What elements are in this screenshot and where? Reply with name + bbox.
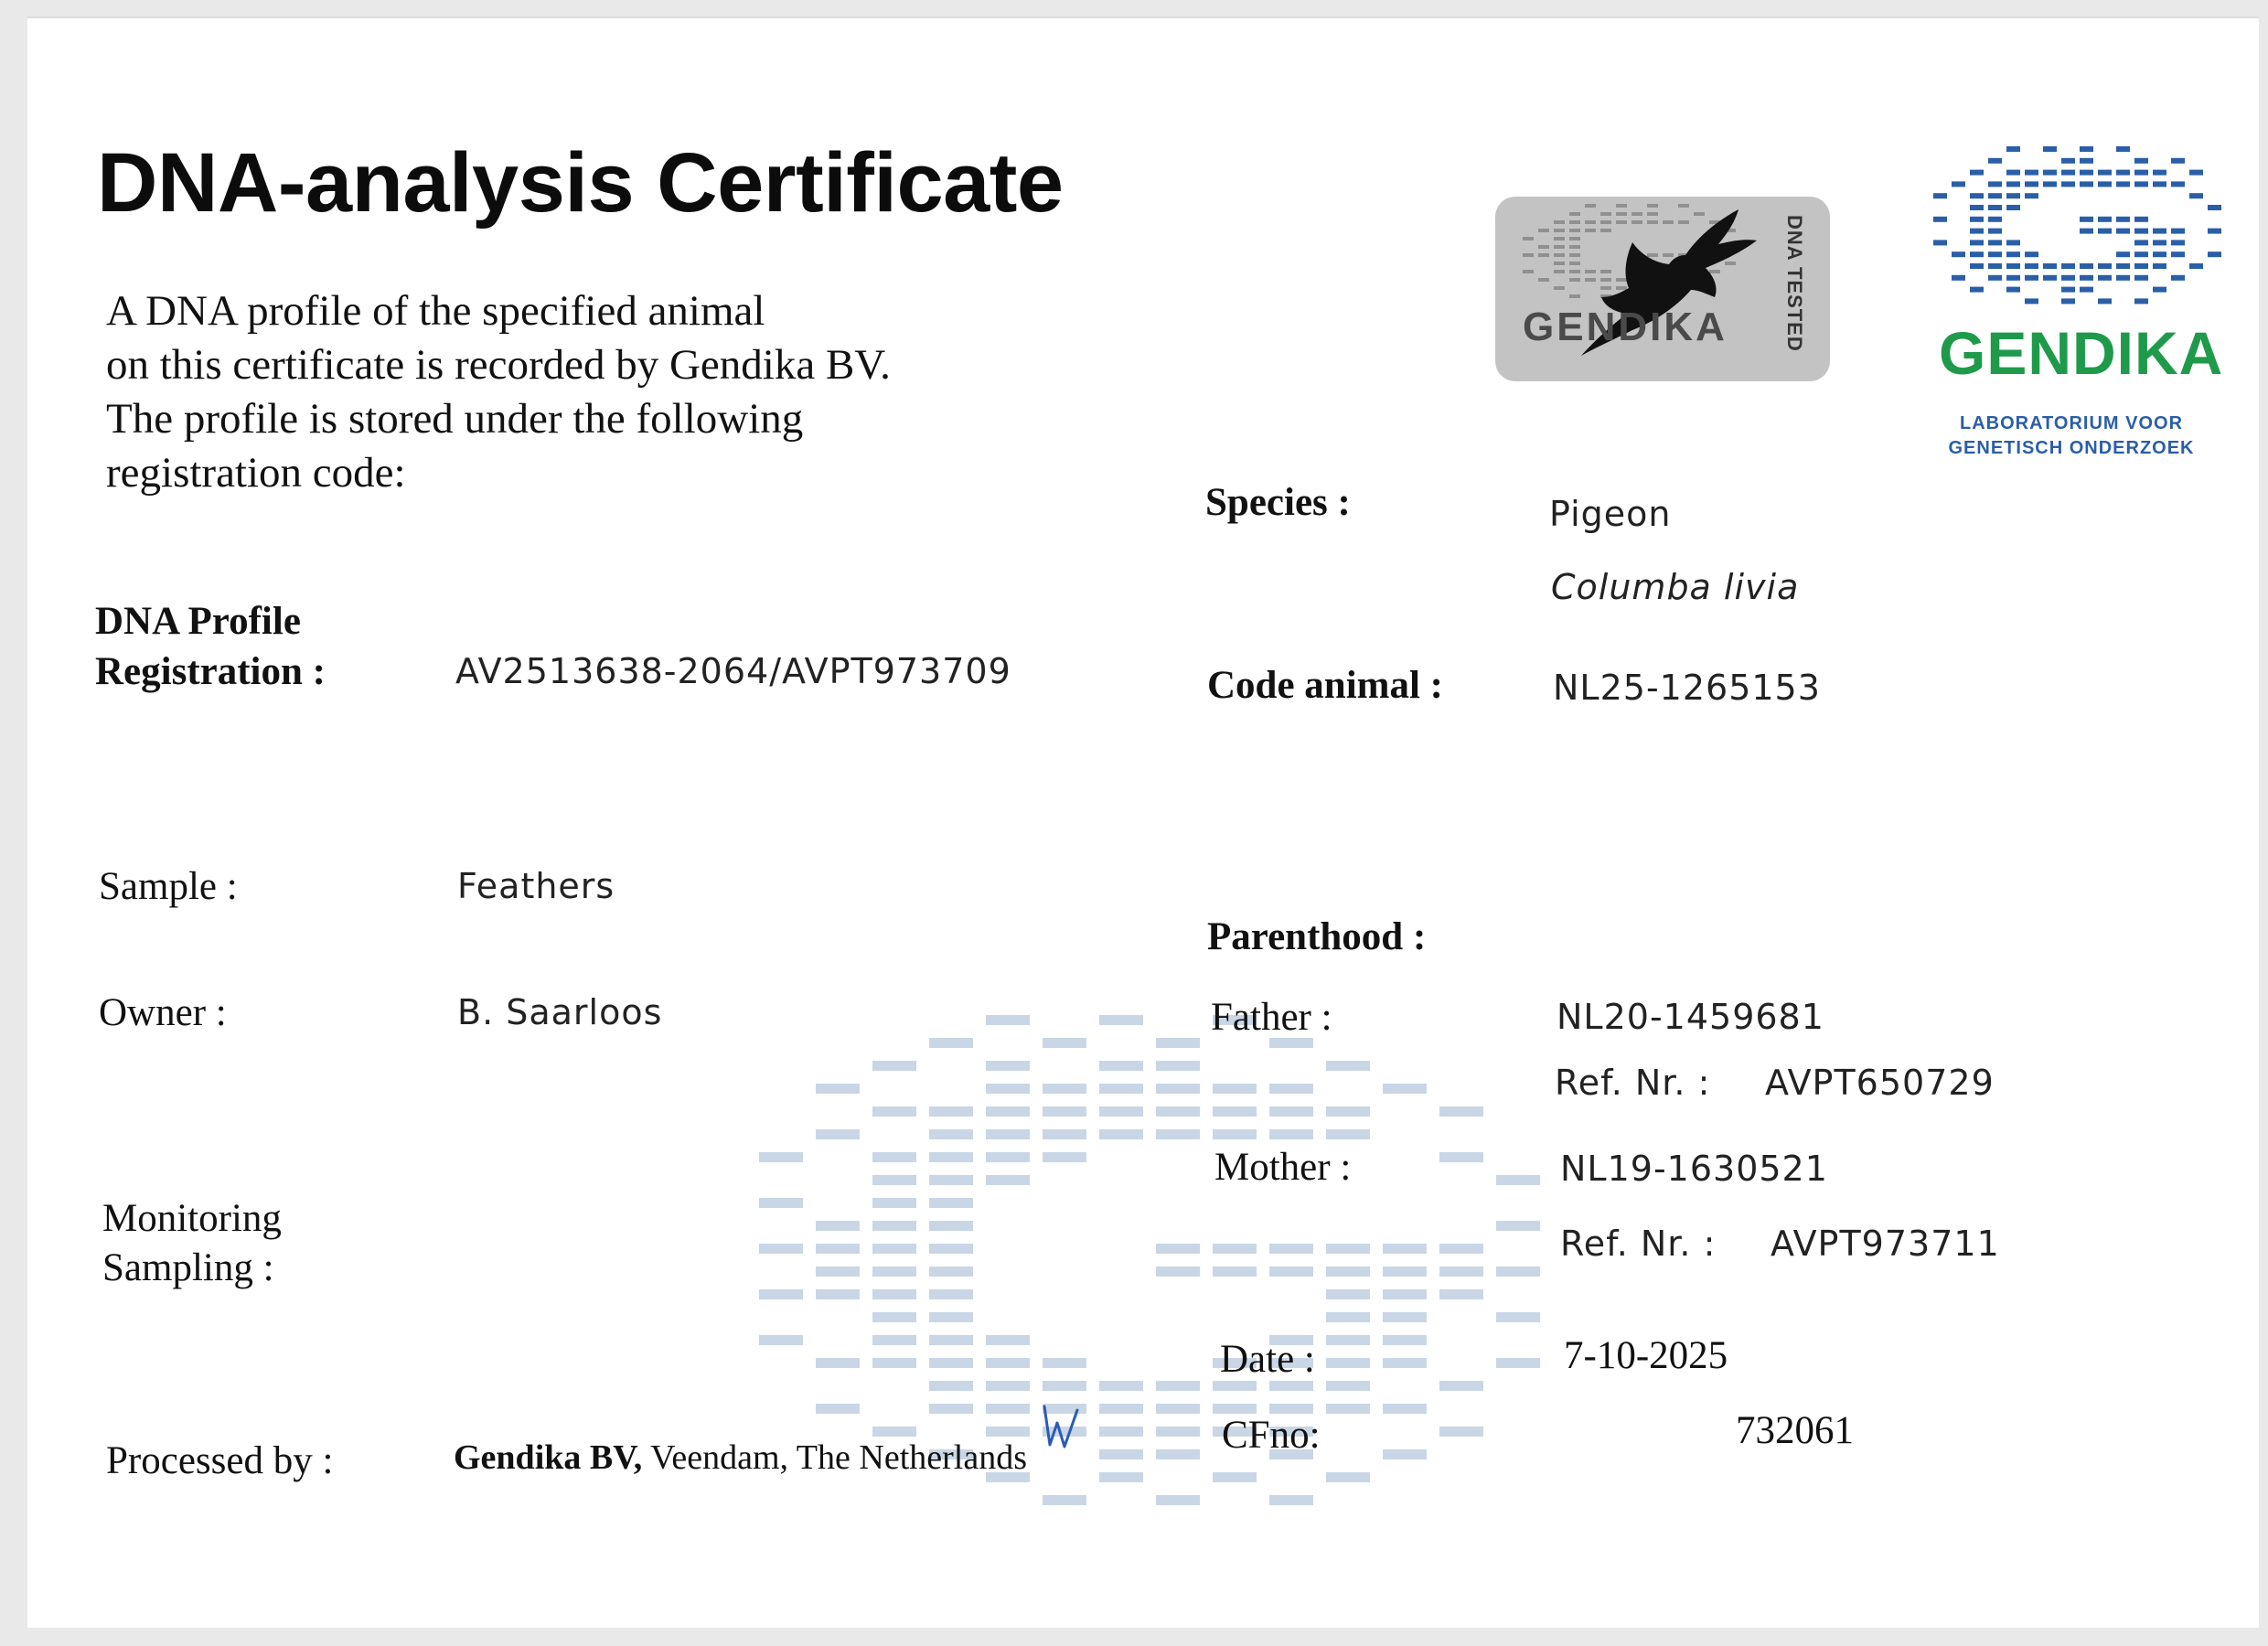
dash-mark (1383, 1404, 1427, 1414)
dash-mark (872, 1152, 916, 1162)
dash-mark (1554, 237, 1565, 240)
dash-mark (2080, 229, 2093, 234)
dash-mark (2043, 170, 2057, 176)
dash-mark (2171, 181, 2185, 187)
dash-mark (1213, 1244, 1257, 1254)
dash-mark (1326, 1061, 1370, 1071)
dash-mark (1156, 1267, 1200, 1277)
logo-subtitle-line1: LABORATORIUM VOOR (1959, 413, 2184, 433)
dash-mark (1496, 1312, 1540, 1322)
dash-mark (759, 1335, 803, 1345)
dash-mark (1099, 1015, 1143, 1025)
dash-mark (2116, 181, 2130, 187)
dash-mark (1156, 1084, 1200, 1094)
dash-mark (2043, 181, 2057, 187)
dash-mark (2134, 251, 2148, 257)
date-label: Date : (1220, 1338, 1315, 1381)
dash-mark (2080, 287, 2093, 293)
dash-mark (2080, 158, 2093, 164)
dash-mark (872, 1335, 916, 1345)
dash-mark (986, 1335, 1030, 1345)
dna-tested-stamp (1495, 197, 1830, 381)
registration-label-line1: DNA Profile (95, 600, 301, 643)
dash-mark (986, 1427, 1030, 1437)
dash-mark (1383, 1312, 1427, 1322)
dash-mark (1043, 1106, 1086, 1117)
dash-mark (2043, 263, 2057, 269)
dash-mark (986, 1358, 1030, 1368)
sample-value: Feathers (457, 866, 615, 906)
processed-by-location: Veendam, The Netherlands (650, 1438, 1027, 1477)
dash-mark (2134, 263, 2148, 269)
dash-mark (1933, 240, 1947, 245)
owner-label: Owner : (99, 991, 227, 1034)
mother-ref-label: Ref. Nr. : (1560, 1224, 1717, 1264)
dash-mark (929, 1106, 973, 1117)
dash-mark (986, 1015, 1030, 1025)
stamp-side-text: DNA TESTED (1783, 215, 1806, 352)
dash-mark (2134, 240, 2148, 245)
dash-mark (872, 1106, 916, 1117)
dash-mark (986, 1404, 1030, 1414)
dash-mark (929, 1381, 973, 1391)
dash-mark (1269, 1106, 1313, 1117)
dash-mark (1326, 1312, 1370, 1322)
dash-mark (2061, 181, 2075, 187)
dash-mark (1988, 193, 2002, 198)
dash-mark (1156, 1381, 1200, 1391)
dash-mark (2043, 146, 2057, 152)
dash-mark (2080, 275, 2093, 281)
dash-mark (1439, 1289, 1483, 1299)
dash-mark (2025, 181, 2038, 187)
logo-subtitle-line2: GENETISCH ONDERZOEK (1948, 438, 2195, 458)
dash-mark (929, 1244, 973, 1254)
dash-mark (1496, 1221, 1540, 1231)
dash-mark (2171, 229, 2185, 234)
dash-mark (2080, 146, 2093, 152)
dash-mark (759, 1152, 803, 1162)
dash-mark (929, 1129, 973, 1139)
dash-mark (2098, 181, 2112, 187)
dash-mark (929, 1335, 973, 1345)
dash-mark (2116, 217, 2130, 222)
dash-mark (2189, 193, 2203, 198)
processed-by-value (454, 1438, 1027, 1478)
father-label: Father : (1211, 996, 1332, 1039)
dash-mark (872, 1427, 916, 1437)
intro-line: The profile is stored under the following (106, 395, 804, 443)
dash-mark (929, 1289, 973, 1299)
dash-mark (1988, 229, 2002, 234)
dash-mark (1156, 1129, 1200, 1139)
dash-mark (1326, 1106, 1370, 1117)
dash-mark (1326, 1381, 1370, 1391)
dash-mark (2061, 275, 2075, 281)
dash-mark (1439, 1427, 1483, 1437)
dash-mark (2098, 298, 2112, 304)
dash-mark (1988, 263, 2002, 269)
dash-mark (1213, 1084, 1257, 1094)
dash-mark (1439, 1244, 1483, 1254)
dash-mark (816, 1221, 860, 1231)
dash-mark (2061, 170, 2075, 176)
mother-code: NL19-1630521 (1560, 1149, 1828, 1189)
owner-value: B. Saarloos (457, 992, 663, 1032)
dash-mark (1099, 1106, 1143, 1117)
dash-mark (1326, 1472, 1370, 1482)
dash-mark (2025, 170, 2038, 176)
dash-mark (929, 1198, 973, 1208)
mother-label: Mother : (1214, 1146, 1352, 1189)
dash-mark (2134, 170, 2148, 176)
dash-mark (2025, 251, 2038, 257)
dash-mark (1156, 1449, 1200, 1459)
dash-mark (1326, 1358, 1370, 1368)
dash-mark (929, 1038, 973, 1048)
dash-mark (929, 1175, 973, 1185)
dash-mark (1439, 1381, 1483, 1391)
dash-mark (1156, 1495, 1200, 1505)
registration-value: AV2513638-2064/AVPT973709 (455, 651, 1011, 691)
dash-mark (759, 1244, 803, 1254)
dash-mark (2006, 170, 2020, 176)
dash-mark (986, 1381, 1030, 1391)
dash-mark (1213, 1267, 1257, 1277)
dash-mark (1554, 253, 1565, 257)
dash-mark (2171, 275, 2185, 281)
dash-mark (1156, 1427, 1200, 1437)
dash-mark (2153, 251, 2166, 257)
dash-mark (1099, 1084, 1143, 1094)
dash-mark (1970, 205, 1984, 210)
dash-mark (1523, 253, 1534, 257)
dash-mark (2061, 287, 2075, 293)
dash-mark (1043, 1495, 1086, 1505)
dash-mark (1970, 263, 1984, 269)
dash-mark (872, 1244, 916, 1254)
dash-mark (1970, 193, 1984, 198)
dash-mark (2189, 170, 2203, 176)
gendika-g-logo-icon (1933, 146, 2226, 311)
dash-mark (2025, 298, 2038, 304)
dash-mark (2208, 251, 2221, 257)
dash-mark (872, 1312, 916, 1322)
dash-mark (816, 1244, 860, 1254)
dash-mark (816, 1129, 860, 1139)
dash-mark (1043, 1038, 1086, 1048)
dash-mark (816, 1358, 860, 1368)
dash-mark (1554, 229, 1565, 232)
dash-mark (2153, 263, 2166, 269)
dash-mark (1988, 240, 2002, 245)
dash-mark (1099, 1381, 1143, 1391)
dash-mark (1439, 1152, 1483, 1162)
intro-line: on this certificate is recorded by Gendika BV. (106, 341, 891, 389)
species-common-name: Pigeon (1549, 494, 1672, 534)
parenthood-label: Parenthood : (1207, 915, 1427, 958)
dash-mark (1099, 1427, 1143, 1437)
dash-mark (1383, 1358, 1427, 1368)
dash-mark (2116, 251, 2130, 257)
species-label: Species : (1205, 481, 1351, 524)
dash-mark (1383, 1267, 1427, 1277)
dash-mark (2080, 263, 2093, 269)
dash-mark (2061, 158, 2075, 164)
dash-mark (872, 1198, 916, 1208)
dash-mark (2116, 229, 2130, 234)
dash-mark (1523, 237, 1534, 240)
dash-mark (1952, 181, 1965, 187)
dash-mark (2189, 263, 2203, 269)
dash-mark (2171, 158, 2185, 164)
dash-mark (1523, 270, 1534, 273)
dash-mark (2134, 298, 2148, 304)
dash-mark (1269, 1084, 1313, 1094)
dash-mark (2116, 170, 2130, 176)
dash-mark (986, 1106, 1030, 1117)
monitoring-label-line2: Sampling : (102, 1246, 274, 1289)
dash-mark (1554, 245, 1565, 249)
dash-mark (1269, 1495, 1313, 1505)
dash-mark (872, 1061, 916, 1071)
processed-by-company: Gendika BV, (454, 1438, 643, 1477)
dash-mark (2061, 298, 2075, 304)
dash-mark (1326, 1129, 1370, 1139)
dash-mark (986, 1129, 1030, 1139)
dash-mark (1156, 1404, 1200, 1414)
dash-mark (872, 1289, 916, 1299)
dash-mark (1326, 1404, 1370, 1414)
dash-mark (2080, 170, 2093, 176)
dash-mark (1496, 1358, 1540, 1368)
monitoring-label-line1: Monitoring (102, 1197, 282, 1240)
dash-mark (2006, 181, 2020, 187)
dash-mark (2134, 217, 2148, 222)
dash-mark (2116, 146, 2130, 152)
dash-mark (1156, 1244, 1200, 1254)
dash-mark (1439, 1267, 1483, 1277)
dash-mark (2171, 251, 2185, 257)
dash-mark (1952, 251, 1965, 257)
dash-mark (1326, 1267, 1370, 1277)
dash-mark (2043, 275, 2057, 281)
dash-mark (1970, 240, 1984, 245)
dash-mark (1269, 1129, 1313, 1139)
dash-mark (2025, 263, 2038, 269)
dash-mark (816, 1084, 860, 1094)
dash-mark (2153, 170, 2166, 176)
dash-mark (986, 1084, 1030, 1094)
cfno-value: 732061 (1736, 1409, 1854, 1452)
dash-mark (2025, 193, 2038, 198)
dash-mark (1933, 193, 1947, 198)
dash-mark (1099, 1404, 1143, 1414)
dash-mark (929, 1267, 973, 1277)
dash-mark (1099, 1129, 1143, 1139)
dash-mark (1988, 205, 2002, 210)
dash-mark (2006, 240, 2020, 245)
dash-mark (2006, 275, 2020, 281)
dash-mark (1156, 1106, 1200, 1117)
dash-mark (1213, 1472, 1257, 1482)
dash-mark (2098, 217, 2112, 222)
dash-mark (2098, 170, 2112, 176)
dash-mark (1043, 1152, 1086, 1162)
dash-mark (1383, 1289, 1427, 1299)
dash-mark (872, 1267, 916, 1277)
dash-mark (1970, 217, 1984, 222)
dash-mark (1496, 1267, 1540, 1277)
dash-mark (1554, 220, 1565, 224)
dash-mark (1099, 1061, 1143, 1071)
dash-mark (1988, 158, 2002, 164)
dash-mark (1099, 1449, 1143, 1459)
dash-mark (2153, 287, 2166, 293)
dash-mark (1043, 1358, 1086, 1368)
dash-mark (929, 1152, 973, 1162)
species-latin-name: Columba livia (1551, 567, 1800, 607)
sample-label: Sample : (99, 865, 238, 908)
dash-mark (1383, 1084, 1427, 1094)
dash-mark (2134, 158, 2148, 164)
dash-mark (759, 1198, 803, 1208)
dash-mark (1326, 1244, 1370, 1254)
cfno-label: CFno: (1222, 1414, 1321, 1457)
dash-mark (2098, 263, 2112, 269)
dash-mark (1213, 1106, 1257, 1117)
dash-mark (1326, 1289, 1370, 1299)
dash-mark (872, 1358, 916, 1368)
code-animal-label: Code animal : (1207, 664, 1443, 707)
certificate-title: DNA-analysis Certificate (97, 136, 1064, 230)
dash-mark (2153, 181, 2166, 187)
dash-mark (1099, 1472, 1143, 1482)
dash-mark (2116, 275, 2130, 281)
dash-mark (2134, 275, 2148, 281)
dash-mark (1970, 229, 1984, 234)
father-code: NL20-1459681 (1557, 997, 1824, 1037)
dash-mark (2006, 193, 2020, 198)
dash-mark (2080, 217, 2093, 222)
dash-mark (1269, 1244, 1313, 1254)
certificate-sheet (27, 16, 2259, 1628)
dash-mark (1496, 1175, 1540, 1185)
dash-mark (872, 1221, 916, 1231)
dash-mark (1043, 1084, 1086, 1094)
dash-mark (2208, 205, 2221, 210)
dash-mark (2116, 263, 2130, 269)
dash-mark (1538, 245, 1549, 249)
code-animal-value: NL25-1265153 (1553, 668, 1821, 708)
dash-mark (1554, 262, 1565, 265)
registration-label-line2: Registration : (95, 650, 326, 693)
dash-mark (1538, 278, 1549, 282)
dash-mark (1988, 217, 2002, 222)
logo-name: GENDIKA (1939, 319, 2224, 387)
dash-mark (1554, 286, 1565, 290)
dash-mark (929, 1221, 973, 1231)
dash-mark (1326, 1335, 1370, 1345)
dash-mark (1538, 229, 1549, 232)
dash-mark (1988, 275, 2002, 281)
dash-mark (1988, 181, 2002, 187)
dash-mark (2061, 263, 2075, 269)
date-value: 7-10-2025 (1564, 1334, 1728, 1377)
dash-mark (2006, 146, 2020, 152)
dash-mark (1043, 1129, 1086, 1139)
dash-mark (2006, 263, 2020, 269)
father-ref-label: Ref. Nr. : (1555, 1063, 1711, 1103)
intro-line: registration code: (106, 449, 406, 497)
dash-mark (1269, 1267, 1313, 1277)
dash-mark (816, 1404, 860, 1414)
dash-mark (2025, 275, 2038, 281)
dash-mark (1383, 1244, 1427, 1254)
intro-line: A DNA profile of the specified animal (106, 287, 765, 335)
dash-mark (872, 1175, 916, 1185)
stamp-text: GENDIKA (1523, 305, 1728, 349)
dash-mark (929, 1404, 973, 1414)
dash-mark (816, 1267, 860, 1277)
dash-mark (1988, 251, 2002, 257)
dash-mark (816, 1289, 860, 1299)
dash-mark (759, 1289, 803, 1299)
dash-mark (1970, 287, 1984, 293)
dash-mark (1970, 170, 1984, 176)
dash-mark (986, 1175, 1030, 1185)
dash-mark (1538, 253, 1549, 257)
dash-mark (1156, 1061, 1200, 1071)
dash-mark (1554, 270, 1565, 273)
dash-mark (986, 1061, 1030, 1071)
dash-mark (1383, 1335, 1427, 1345)
dash-mark (2006, 251, 2020, 257)
dash-mark (929, 1358, 973, 1368)
dash-mark (1439, 1106, 1483, 1117)
dash-mark (1213, 1129, 1257, 1139)
dash-mark (1156, 1038, 1200, 1048)
dash-mark (1952, 275, 1965, 281)
dash-mark (2098, 229, 2112, 234)
dash-mark (1933, 217, 1947, 222)
dash-mark (1213, 1381, 1257, 1391)
dash-mark (2098, 275, 2112, 281)
dash-mark (1269, 1381, 1313, 1391)
dash-mark (2171, 240, 2185, 245)
father-ref-value: AVPT650729 (1765, 1063, 1995, 1103)
dash-mark (2153, 240, 2166, 245)
signature-mark (1041, 1401, 1086, 1456)
dash-mark (1970, 251, 1984, 257)
dash-mark (1383, 1449, 1427, 1459)
dash-mark (2134, 229, 2148, 234)
dash-mark (2080, 181, 2093, 187)
logo-subtitle (1934, 412, 2209, 461)
dash-mark (2134, 181, 2148, 187)
dash-mark (2006, 287, 2020, 293)
dash-mark (929, 1312, 973, 1322)
dash-mark (2006, 205, 2020, 210)
dash-mark (2208, 229, 2221, 234)
dash-mark (2153, 229, 2166, 234)
mother-ref-value: AVPT973711 (1771, 1224, 2000, 1264)
processed-by-label: Processed by : (106, 1439, 334, 1482)
dash-mark (1043, 1381, 1086, 1391)
dash-mark (986, 1152, 1030, 1162)
